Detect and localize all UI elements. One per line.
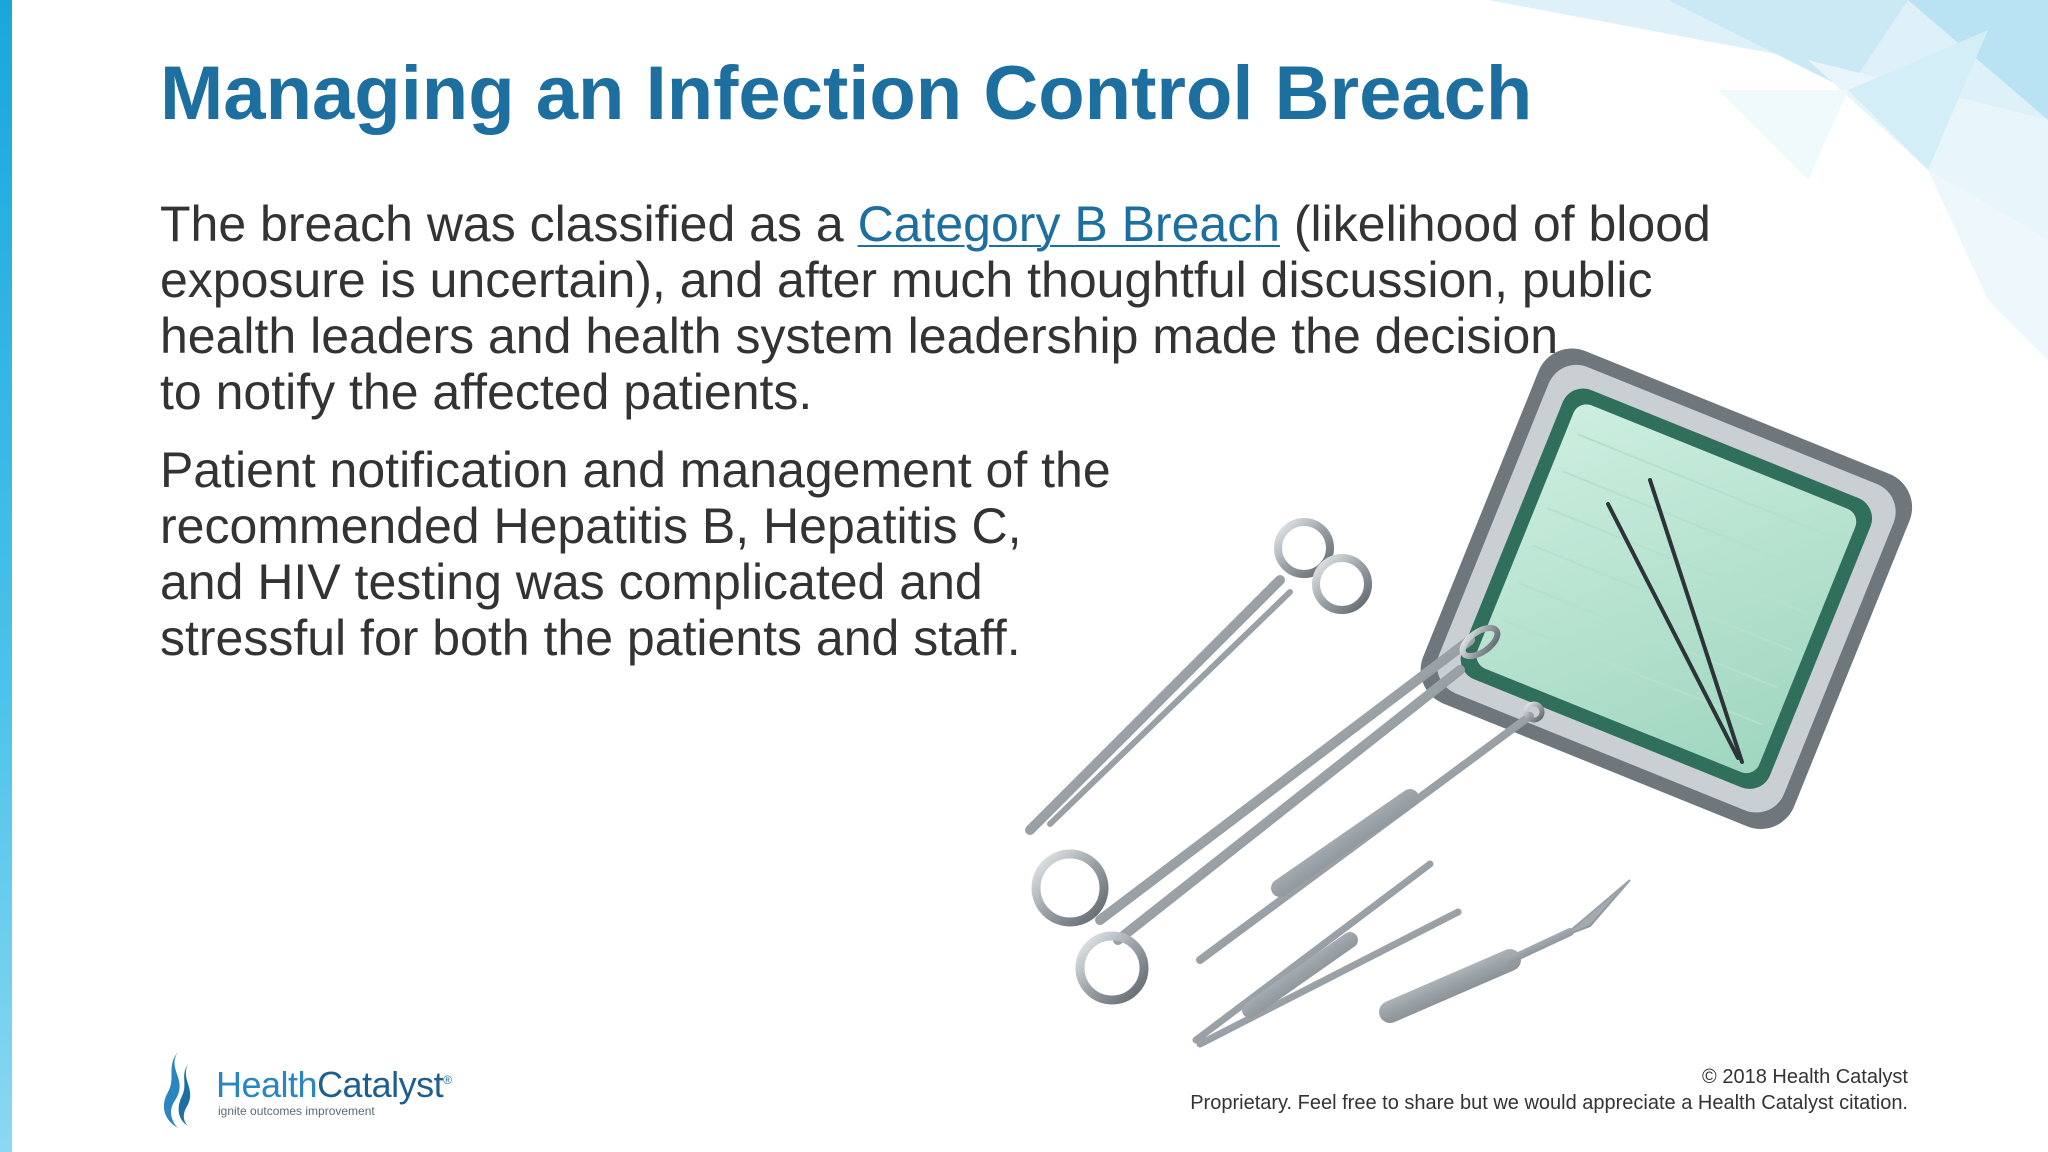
logo-tagline: ignite outcomes improvement xyxy=(218,1104,375,1118)
category-b-breach-link[interactable]: Category B Breach xyxy=(857,196,1280,252)
paragraph1-text-before-link: The breach was classified as a xyxy=(160,196,858,252)
logo-wordmark-health: Health xyxy=(216,1064,318,1105)
footer-notice: Proprietary. Feel free to share but we would appreciate a Health Catalyst citation. xyxy=(1190,1092,1908,1114)
flame-logo-icon xyxy=(160,1050,200,1130)
footer-copyright: © 2018 Health Catalyst xyxy=(1702,1066,1908,1088)
paragraph1-line3: health leaders and health system leadership made the decision xyxy=(160,308,1559,364)
paragraph2-line1: Patient notification and management of the xyxy=(160,442,1111,498)
instrument-tray xyxy=(1410,340,1923,840)
paragraph2-line2: recommended Hepatitis B, Hepatitis C, xyxy=(160,498,1022,554)
paragraph1-line4: to notify the affected patients. xyxy=(160,364,813,420)
slide-title: Managing an Infection Control Breach xyxy=(160,51,1533,136)
logo-wordmark-catalyst: Catalyst xyxy=(317,1064,444,1105)
paragraph1-line2: exposure is uncertain), and after much thoughtful discussion, public xyxy=(160,252,1653,308)
paragraph2-line3: and HIV testing was complicated and xyxy=(160,554,983,610)
logo-trademark: ® xyxy=(443,1073,452,1087)
footer xyxy=(1190,1064,1908,1116)
left-accent-bar xyxy=(0,0,12,1152)
surgical-instruments-image xyxy=(990,340,1990,1080)
paragraph1-text-after-link: (likelihood of blood xyxy=(1280,196,1711,252)
health-catalyst-logo xyxy=(160,1050,470,1130)
paragraph2-line4: stressful for both the patients and staff. xyxy=(160,610,1021,666)
logo-wordmark xyxy=(216,1060,451,1105)
